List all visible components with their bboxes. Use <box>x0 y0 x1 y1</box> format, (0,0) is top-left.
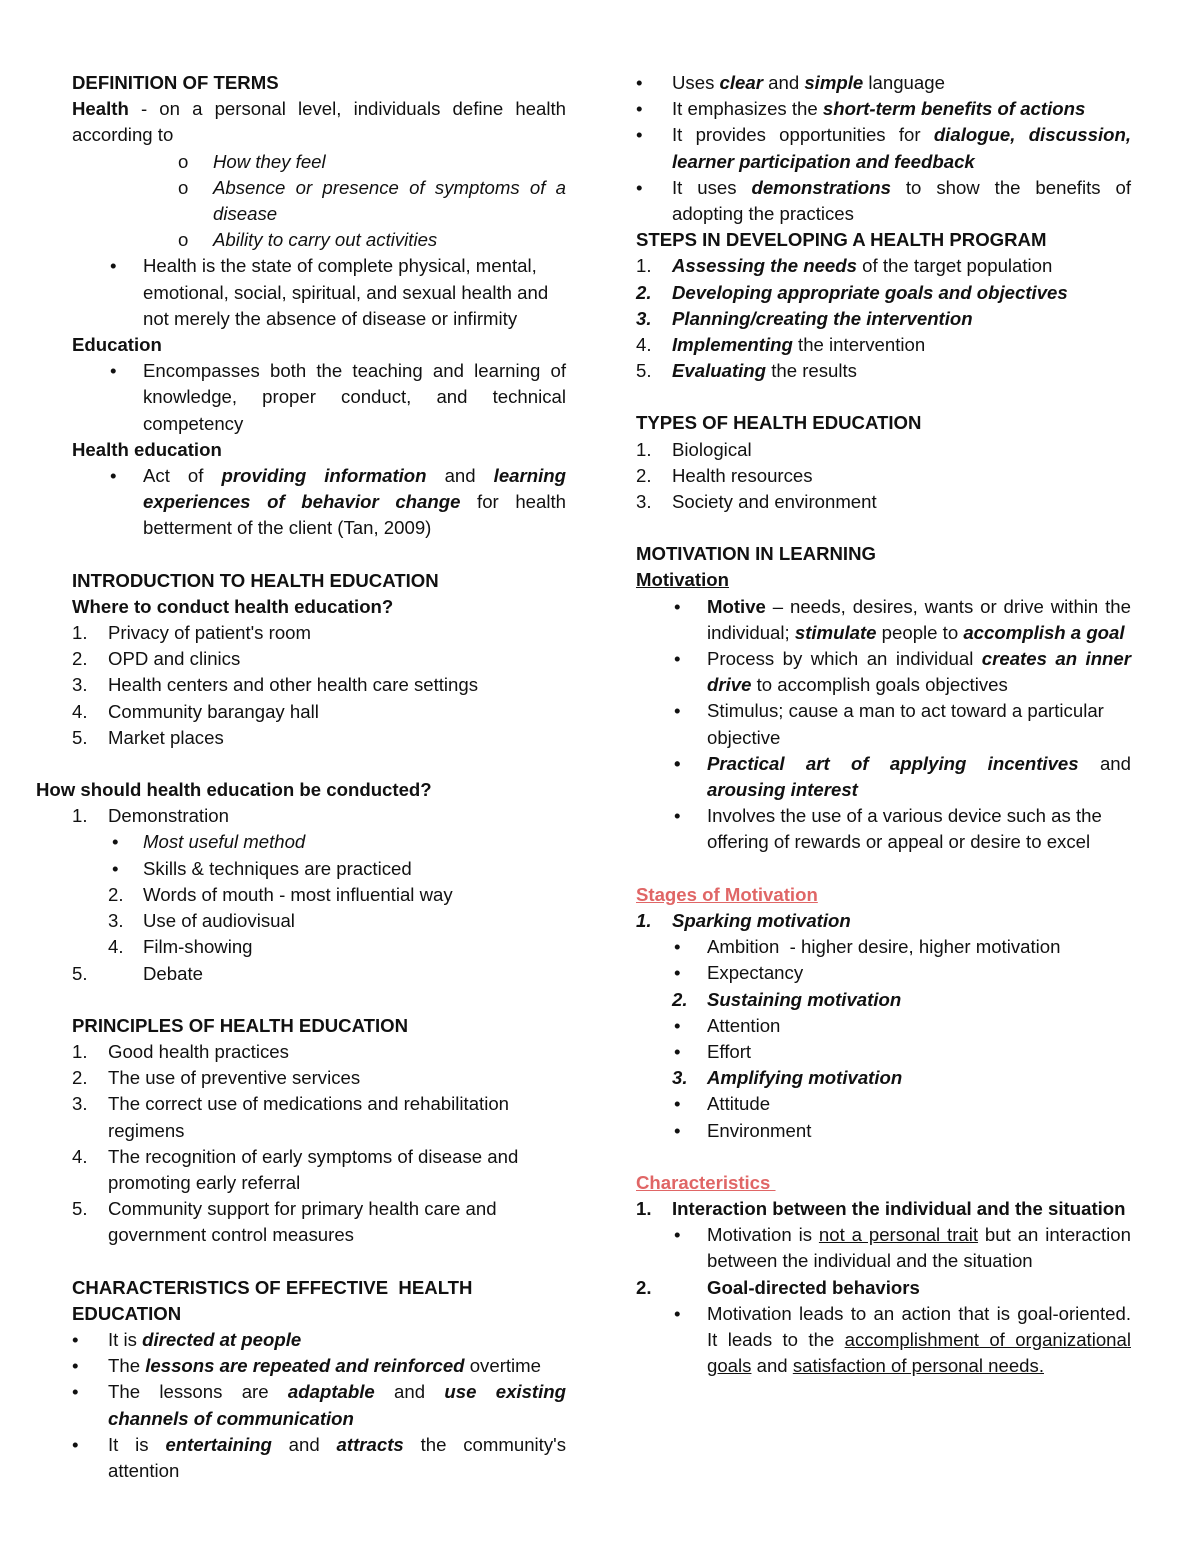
circle-bullet: o <box>178 229 189 251</box>
characteristics-heading: Characteristics <box>636 1171 776 1193</box>
emphasis: short-term benefits of actions <box>822 98 1086 120</box>
emphasis: Planning/creating the intervention <box>672 307 973 329</box>
emphasis: clear <box>719 72 763 93</box>
item-text: Society and environment <box>672 491 877 513</box>
bullet-icon: • <box>72 1355 79 1377</box>
motivation-bullet <box>636 698 1131 750</box>
stages-heading: Stages of Motivation <box>636 883 818 905</box>
emphasis: demonstrations <box>751 176 891 198</box>
text: It provides opportunities for <box>672 124 934 146</box>
text: and <box>762 72 805 93</box>
text: and <box>751 1355 793 1377</box>
emphasis: entertaining <box>165 1433 272 1455</box>
bullet-icon: • <box>674 1093 681 1115</box>
emphasis: Sustaining motivation <box>707 988 902 1010</box>
emphasis: arousing interest <box>707 779 858 801</box>
text: the results <box>766 360 857 382</box>
text: Environment <box>707 1119 812 1141</box>
item-text: Community support for primary health care and government control measures <box>108 1198 497 1246</box>
char-item <box>636 70 1131 96</box>
stage-item: 1. Sparking motivation <box>636 909 851 931</box>
how-item: 5. Debate <box>72 962 203 984</box>
step-item: 5. Evaluating the results <box>636 360 857 382</box>
stage-bullet <box>636 1118 1131 1144</box>
principle-item: 2. The use of preventive services <box>72 1067 361 1089</box>
step-item: 1. Assessing the needs of the target population <box>636 255 1053 277</box>
principle-item: 5. Community support for primary health care and government control measures <box>72 1198 497 1246</box>
stage-bullet <box>636 1013 1131 1039</box>
item-text: Health centers and other health care settings <box>108 674 479 696</box>
item-text: Most useful method <box>143 831 306 853</box>
item-text: Market places <box>108 726 224 748</box>
bullet-icon: • <box>112 857 119 879</box>
term-education: Education <box>72 334 162 356</box>
text: Interaction between the individual and the situation <box>672 1197 1126 1219</box>
text: Effort <box>707 1040 752 1062</box>
emphasis: creates an inner drive <box>707 648 1131 696</box>
where-item: 1. Privacy of patient's room <box>72 622 311 644</box>
how-heading: How should health education be conducted? <box>36 779 432 801</box>
bullet-text: Health is the state of complete physical, mental, emotional, social, spiritual, and sexual health and not merely the absence of disease or infirmity <box>143 255 549 329</box>
char-item <box>636 175 1131 227</box>
motivation-bullet <box>636 594 1131 646</box>
stage-bullet <box>636 1091 1131 1117</box>
bullet-icon: • <box>674 1302 681 1324</box>
item-text: Good health practices <box>108 1040 289 1062</box>
emphasis: attracts <box>336 1433 404 1455</box>
circle-bullet: o <box>178 176 189 198</box>
item-text: Health resources <box>672 464 813 486</box>
principle-item: 1. Good health practices <box>72 1040 289 1062</box>
stage-bullet <box>636 960 1131 986</box>
emphasis: Sparking motivation <box>672 909 851 931</box>
where-heading: Where to conduct health education? <box>72 595 394 617</box>
emphasis: Motive <box>707 595 766 617</box>
text: The <box>108 1355 146 1377</box>
stage-bullet <box>636 1039 1131 1065</box>
bullet-icon: • <box>674 1040 681 1062</box>
bullet-icon: • <box>72 1433 79 1455</box>
how-bullet <box>72 856 566 882</box>
bullet-icon: • <box>674 936 681 958</box>
emphasis: accomplish a goal <box>963 621 1125 643</box>
emphasis: Evaluating <box>672 360 767 382</box>
emphasis: providing information <box>221 465 427 487</box>
bullet-icon: • <box>110 255 117 277</box>
item-text: Privacy of patient's room <box>108 622 311 644</box>
text: The lessons are <box>108 1381 288 1403</box>
char-item <box>72 1432 566 1484</box>
text: people to <box>876 621 964 643</box>
principle-item: 3. The correct use of medications and rehabilitation regimens <box>72 1093 510 1141</box>
emphasis: use existing channels of communication <box>108 1381 567 1429</box>
health-bullet <box>72 253 566 332</box>
characteristic-bullet <box>636 1301 1131 1380</box>
type-item: 2. Health resources <box>636 464 813 486</box>
char-item <box>72 1327 566 1353</box>
section-heading-characteristics: CHARACTERISTICS OF EFFECTIVE HEALTH EDUCATION <box>72 1276 478 1324</box>
left-column <box>36 70 567 1484</box>
bullet-icon: • <box>110 360 117 382</box>
bullet-icon: • <box>674 648 681 670</box>
text: to accomplish goals objectives <box>751 674 1008 696</box>
bullet-icon: • <box>674 700 681 722</box>
motivation-bullet <box>636 646 1131 698</box>
section-heading-principles: PRINCIPLES OF HEALTH EDUCATION <box>72 1014 409 1036</box>
health-definition <box>72 96 566 148</box>
bullet-icon: • <box>72 1381 79 1403</box>
text: It uses <box>672 176 752 198</box>
where-item: 3. Health centers and other health care settings <box>72 674 479 696</box>
char-item <box>72 1353 566 1379</box>
text: for health betterment of the client (Tan, 2009) <box>143 491 566 539</box>
text: It emphasizes the <box>672 98 823 120</box>
char-item <box>72 1379 566 1431</box>
emphasis: Amplifying motivation <box>707 1067 903 1089</box>
text: Involves the use of a various device such as the offering of rewards or appeal or desire to excel <box>707 805 1102 853</box>
motivation-bullet <box>636 751 1131 803</box>
text: of the target population <box>856 255 1053 277</box>
text: Ambition - higher desire, higher motivation <box>707 936 1061 958</box>
text: the community's attention <box>108 1433 566 1481</box>
emphasis: lessons are repeated and reinforced <box>145 1355 465 1377</box>
text: and <box>426 465 494 487</box>
text: the intervention <box>792 334 926 356</box>
bullet-icon: • <box>636 98 643 120</box>
health-sub-item <box>72 149 566 175</box>
item-text: Community barangay hall <box>108 700 319 722</box>
stage-item: 3. Amplifying motivation <box>672 1067 903 1089</box>
bullet-icon: • <box>674 1119 681 1141</box>
how-sub-item: 2. Words of mouth - most influential way <box>108 883 453 905</box>
bullet-icon: • <box>674 1224 681 1246</box>
section-heading-motivation: MOTIVATION IN LEARNING <box>636 543 876 565</box>
text: but an interaction between the individual and the situation <box>707 1224 1131 1272</box>
item-text: The use of preventive services <box>108 1067 361 1089</box>
characteristic-item: 2. Goal-directed behaviors <box>636 1276 920 1298</box>
text: overtime <box>464 1355 542 1377</box>
where-item: 4. Community barangay hall <box>72 700 319 722</box>
text: Uses <box>672 72 720 93</box>
item-text: The recognition of early symptoms of disease and promoting early referral <box>108 1145 519 1193</box>
text: and <box>271 1433 337 1455</box>
bullet-icon: • <box>674 962 681 984</box>
underlined-text: accomplishment of organizational goals <box>707 1328 1131 1377</box>
right-column <box>636 70 1131 1379</box>
bullet-icon: • <box>636 124 643 146</box>
item-text: Film-showing <box>143 936 253 958</box>
text: to show the benefits of adopting the practices <box>672 176 1131 225</box>
text: and <box>1078 752 1131 774</box>
text: Goal-directed behaviors <box>707 1276 920 1298</box>
where-item: 2. OPD and clinics <box>72 648 241 670</box>
health-sub-item <box>72 175 566 227</box>
item-text: Skills & techniques are practiced <box>143 857 412 879</box>
bullet-text: Encompasses both the teaching and learning of knowledge, proper conduct, and technical competency <box>143 360 566 434</box>
bullet-icon: • <box>674 752 681 774</box>
text: and <box>374 1381 445 1403</box>
sub-item-text: Ability to carry out activities <box>213 229 438 251</box>
bullet-icon: • <box>636 176 643 198</box>
section-heading-intro: INTRODUCTION TO HEALTH EDUCATION <box>72 569 439 591</box>
emphasis: Assessing the needs <box>672 255 857 277</box>
item-text: Demonstration <box>108 805 229 827</box>
bullet-icon: • <box>636 72 643 93</box>
sub-item-text: How they feel <box>213 150 326 172</box>
step-item: 4. Implementing the intervention <box>636 334 926 356</box>
char-item <box>636 96 1131 122</box>
type-item: 1. Biological <box>636 438 752 460</box>
characteristic-bullet <box>636 1222 1131 1274</box>
item-text: OPD and clinics <box>108 648 241 670</box>
underlined-text: satisfaction of personal needs. <box>792 1355 1044 1377</box>
how-sub-item: 3. Use of audiovisual <box>108 910 295 932</box>
how-item: 1. Demonstration <box>72 805 229 827</box>
item-text: Use of audiovisual <box>143 910 295 932</box>
health-def-text: - on a personal level, individuals define health according to <box>72 98 566 146</box>
bullet-icon: • <box>72 1328 79 1350</box>
where-item: 5. Market places <box>72 726 224 748</box>
char-item <box>636 122 1131 174</box>
health-education-bullet <box>72 463 566 542</box>
stage-item: 2. Sustaining motivation <box>672 988 902 1010</box>
section-heading-steps: STEPS IN DEVELOPING A HEALTH PROGRAM <box>636 229 1047 251</box>
circle-bullet: o <box>178 150 189 172</box>
text: Attitude <box>707 1093 771 1115</box>
text: Motivation is <box>707 1224 819 1246</box>
bullet-icon: • <box>674 805 681 827</box>
text: It is <box>108 1328 143 1350</box>
text: – needs, desires, wants or drive within the individual; <box>707 595 1131 643</box>
text: Expectancy <box>707 962 804 984</box>
characteristic-item: 1. Interaction between the individual and the situation <box>636 1197 1126 1219</box>
emphasis: learning experiences of behavior change <box>143 465 566 513</box>
text: It is <box>108 1433 166 1455</box>
section-heading-types: TYPES OF HEALTH EDUCATION <box>636 412 922 434</box>
term-health-education: Health education <box>72 438 222 460</box>
emphasis: Developing appropriate goals and objectives <box>672 281 1068 303</box>
bullet-icon: • <box>110 465 117 487</box>
emphasis: Implementing <box>672 334 793 356</box>
text: Stimulus; cause a man to act toward a particular objective <box>707 700 1104 748</box>
text: language <box>863 72 945 93</box>
section-heading-definition: DEFINITION OF TERMS <box>72 72 279 93</box>
motivation-subheading: Motivation <box>636 569 729 591</box>
item-text: The correct use of medications and rehabilitation regimens <box>108 1093 510 1141</box>
underlined-text: not a personal trait <box>818 1224 979 1246</box>
stage-bullet <box>636 934 1131 960</box>
item-text: Words of mouth - most influential way <box>143 883 453 905</box>
step-item: 3. Planning/creating the intervention <box>636 307 973 329</box>
bullet-icon: • <box>112 831 119 853</box>
text: Motivation leads to an action that is goal-oriented. It leads to the <box>707 1302 1131 1350</box>
emphasis: Practical art of applying incentives <box>707 752 1079 774</box>
emphasis: stimulate <box>794 621 877 643</box>
term-health: Health <box>72 98 129 120</box>
text: Process by which an individual <box>707 648 982 670</box>
type-item: 3. Society and environment <box>636 491 877 513</box>
text: Attention <box>707 1014 781 1036</box>
step-item: 2. Developing appropriate goals and objectives <box>636 281 1068 303</box>
how-sub-item: 4. Film-showing <box>108 936 253 958</box>
principle-item: 4. The recognition of early symptoms of disease and promoting early referral <box>72 1145 519 1193</box>
sub-item-text: Absence or presence of symptoms of a disease <box>213 176 566 225</box>
how-bullet <box>72 829 566 855</box>
text: Act of <box>143 465 222 487</box>
item-text: Biological <box>672 438 752 460</box>
emphasis: simple <box>804 72 864 93</box>
motivation-bullet <box>636 803 1131 855</box>
health-sub-item <box>72 227 566 253</box>
emphasis: directed at people <box>142 1328 302 1350</box>
education-bullet <box>72 358 566 437</box>
emphasis: dialogue, discussion, learner participation and feedback <box>672 124 1131 172</box>
emphasis: adaptable <box>287 1381 375 1403</box>
bullet-icon: • <box>674 1014 681 1036</box>
item-text: Debate <box>143 962 203 984</box>
bullet-icon: • <box>674 595 681 617</box>
